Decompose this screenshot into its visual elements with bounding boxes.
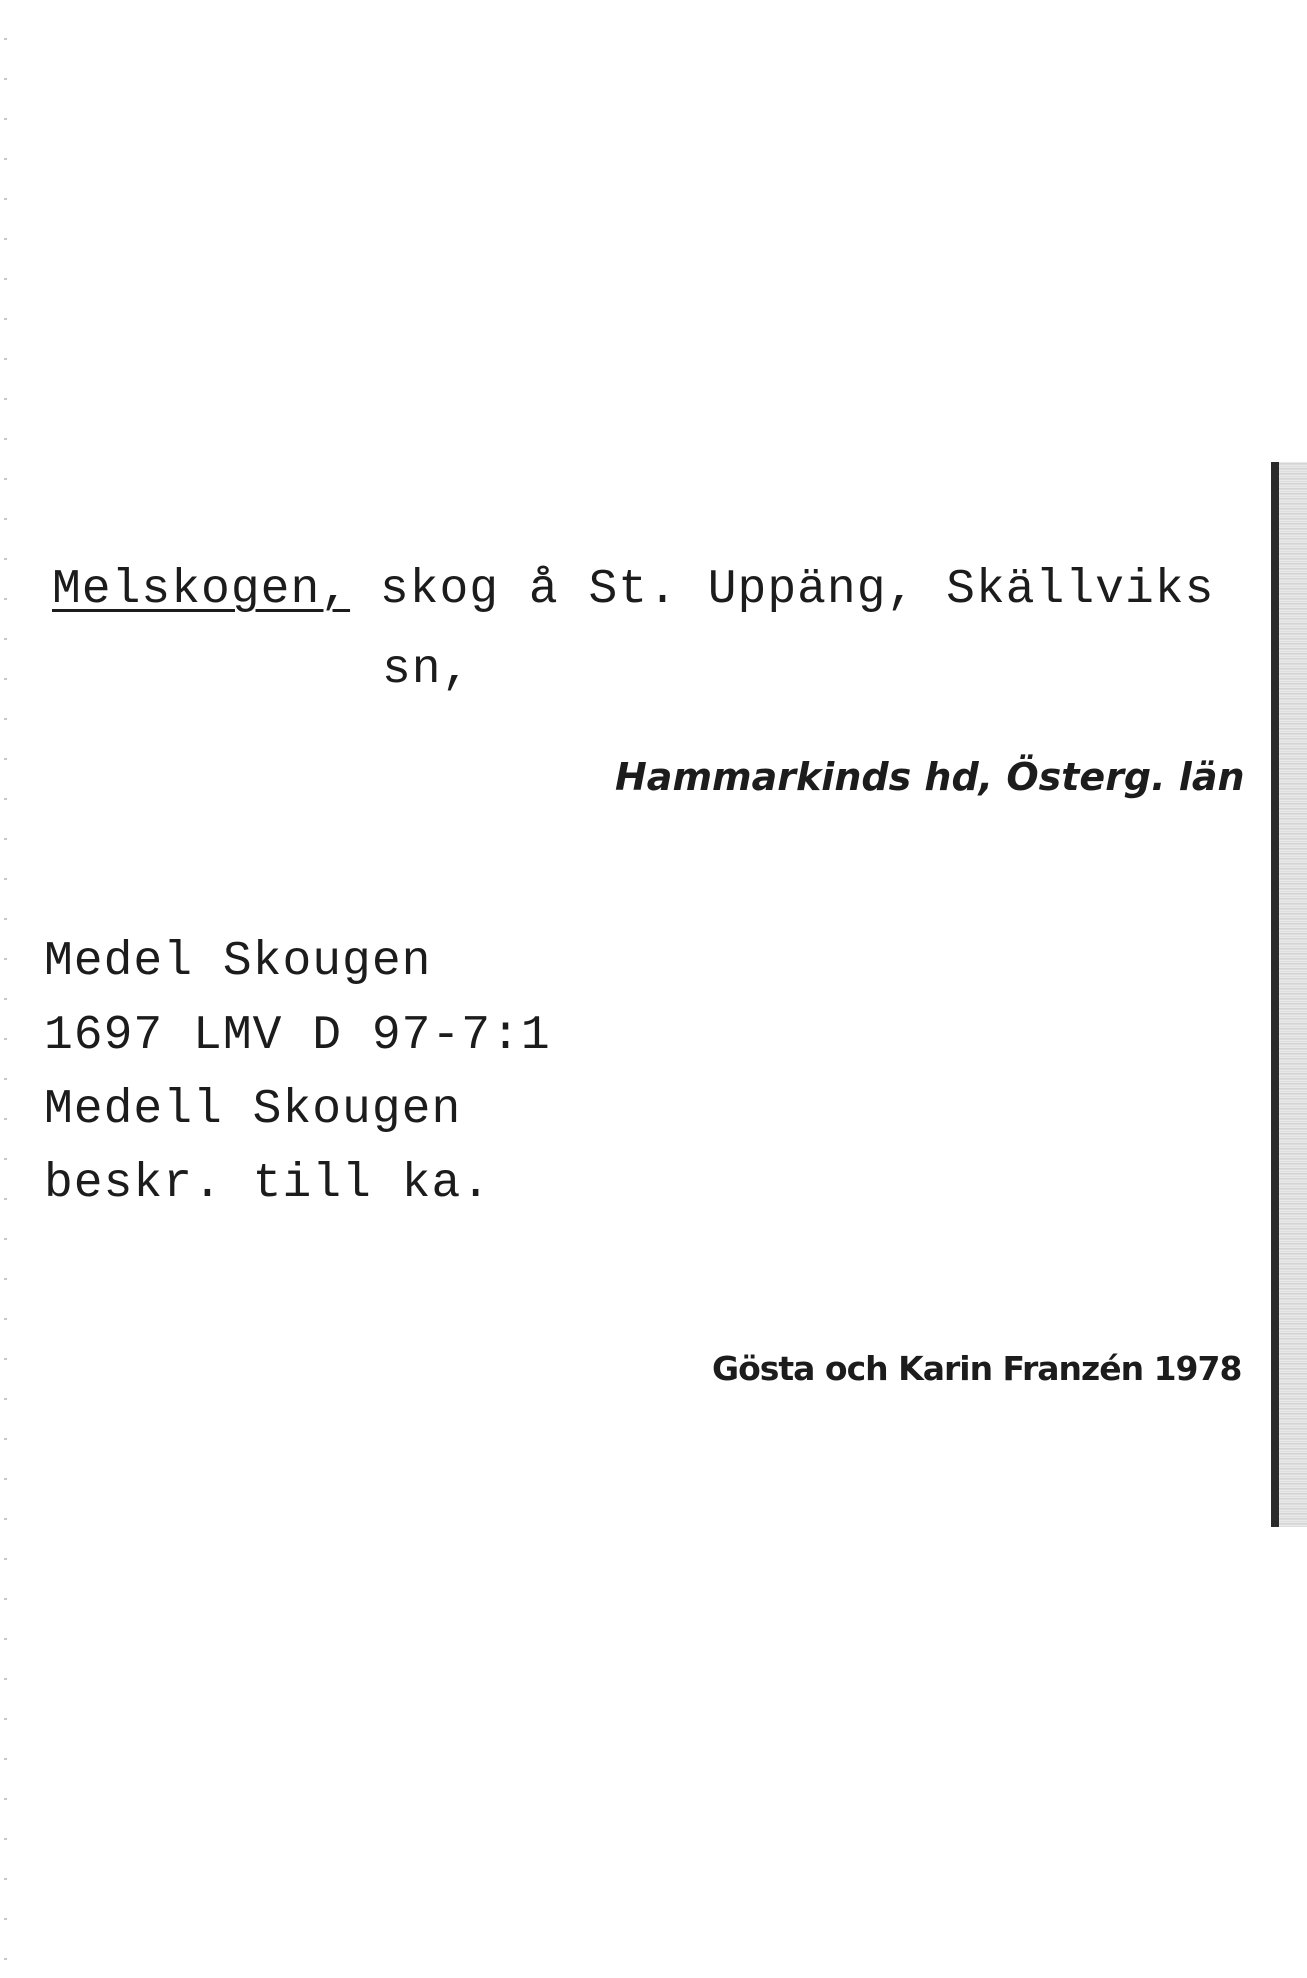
entry-line-2: 1697 LMV D 97-7:1 [44, 1009, 551, 1063]
headword: Melskogen, [52, 563, 351, 617]
entry-line-3: Medell Skougen [44, 1083, 462, 1137]
card-edge-bar [1271, 462, 1279, 1527]
entry-line-4: beskr. till ka. [44, 1157, 492, 1211]
credit-line: Gösta och Karin Franzén 1978 [712, 1349, 1242, 1388]
region-label: Hammarkinds hd, Österg. län [615, 755, 1245, 799]
heading-line-2: sn, [382, 643, 472, 697]
entry-line-1: Medel Skougen [44, 935, 432, 989]
left-edge-dots [4, 0, 7, 1978]
heading-rest: skog å St. Uppäng, Skällviks [350, 563, 1215, 617]
heading-line-1 [52, 563, 1215, 617]
card-edge-texture [1279, 462, 1307, 1527]
